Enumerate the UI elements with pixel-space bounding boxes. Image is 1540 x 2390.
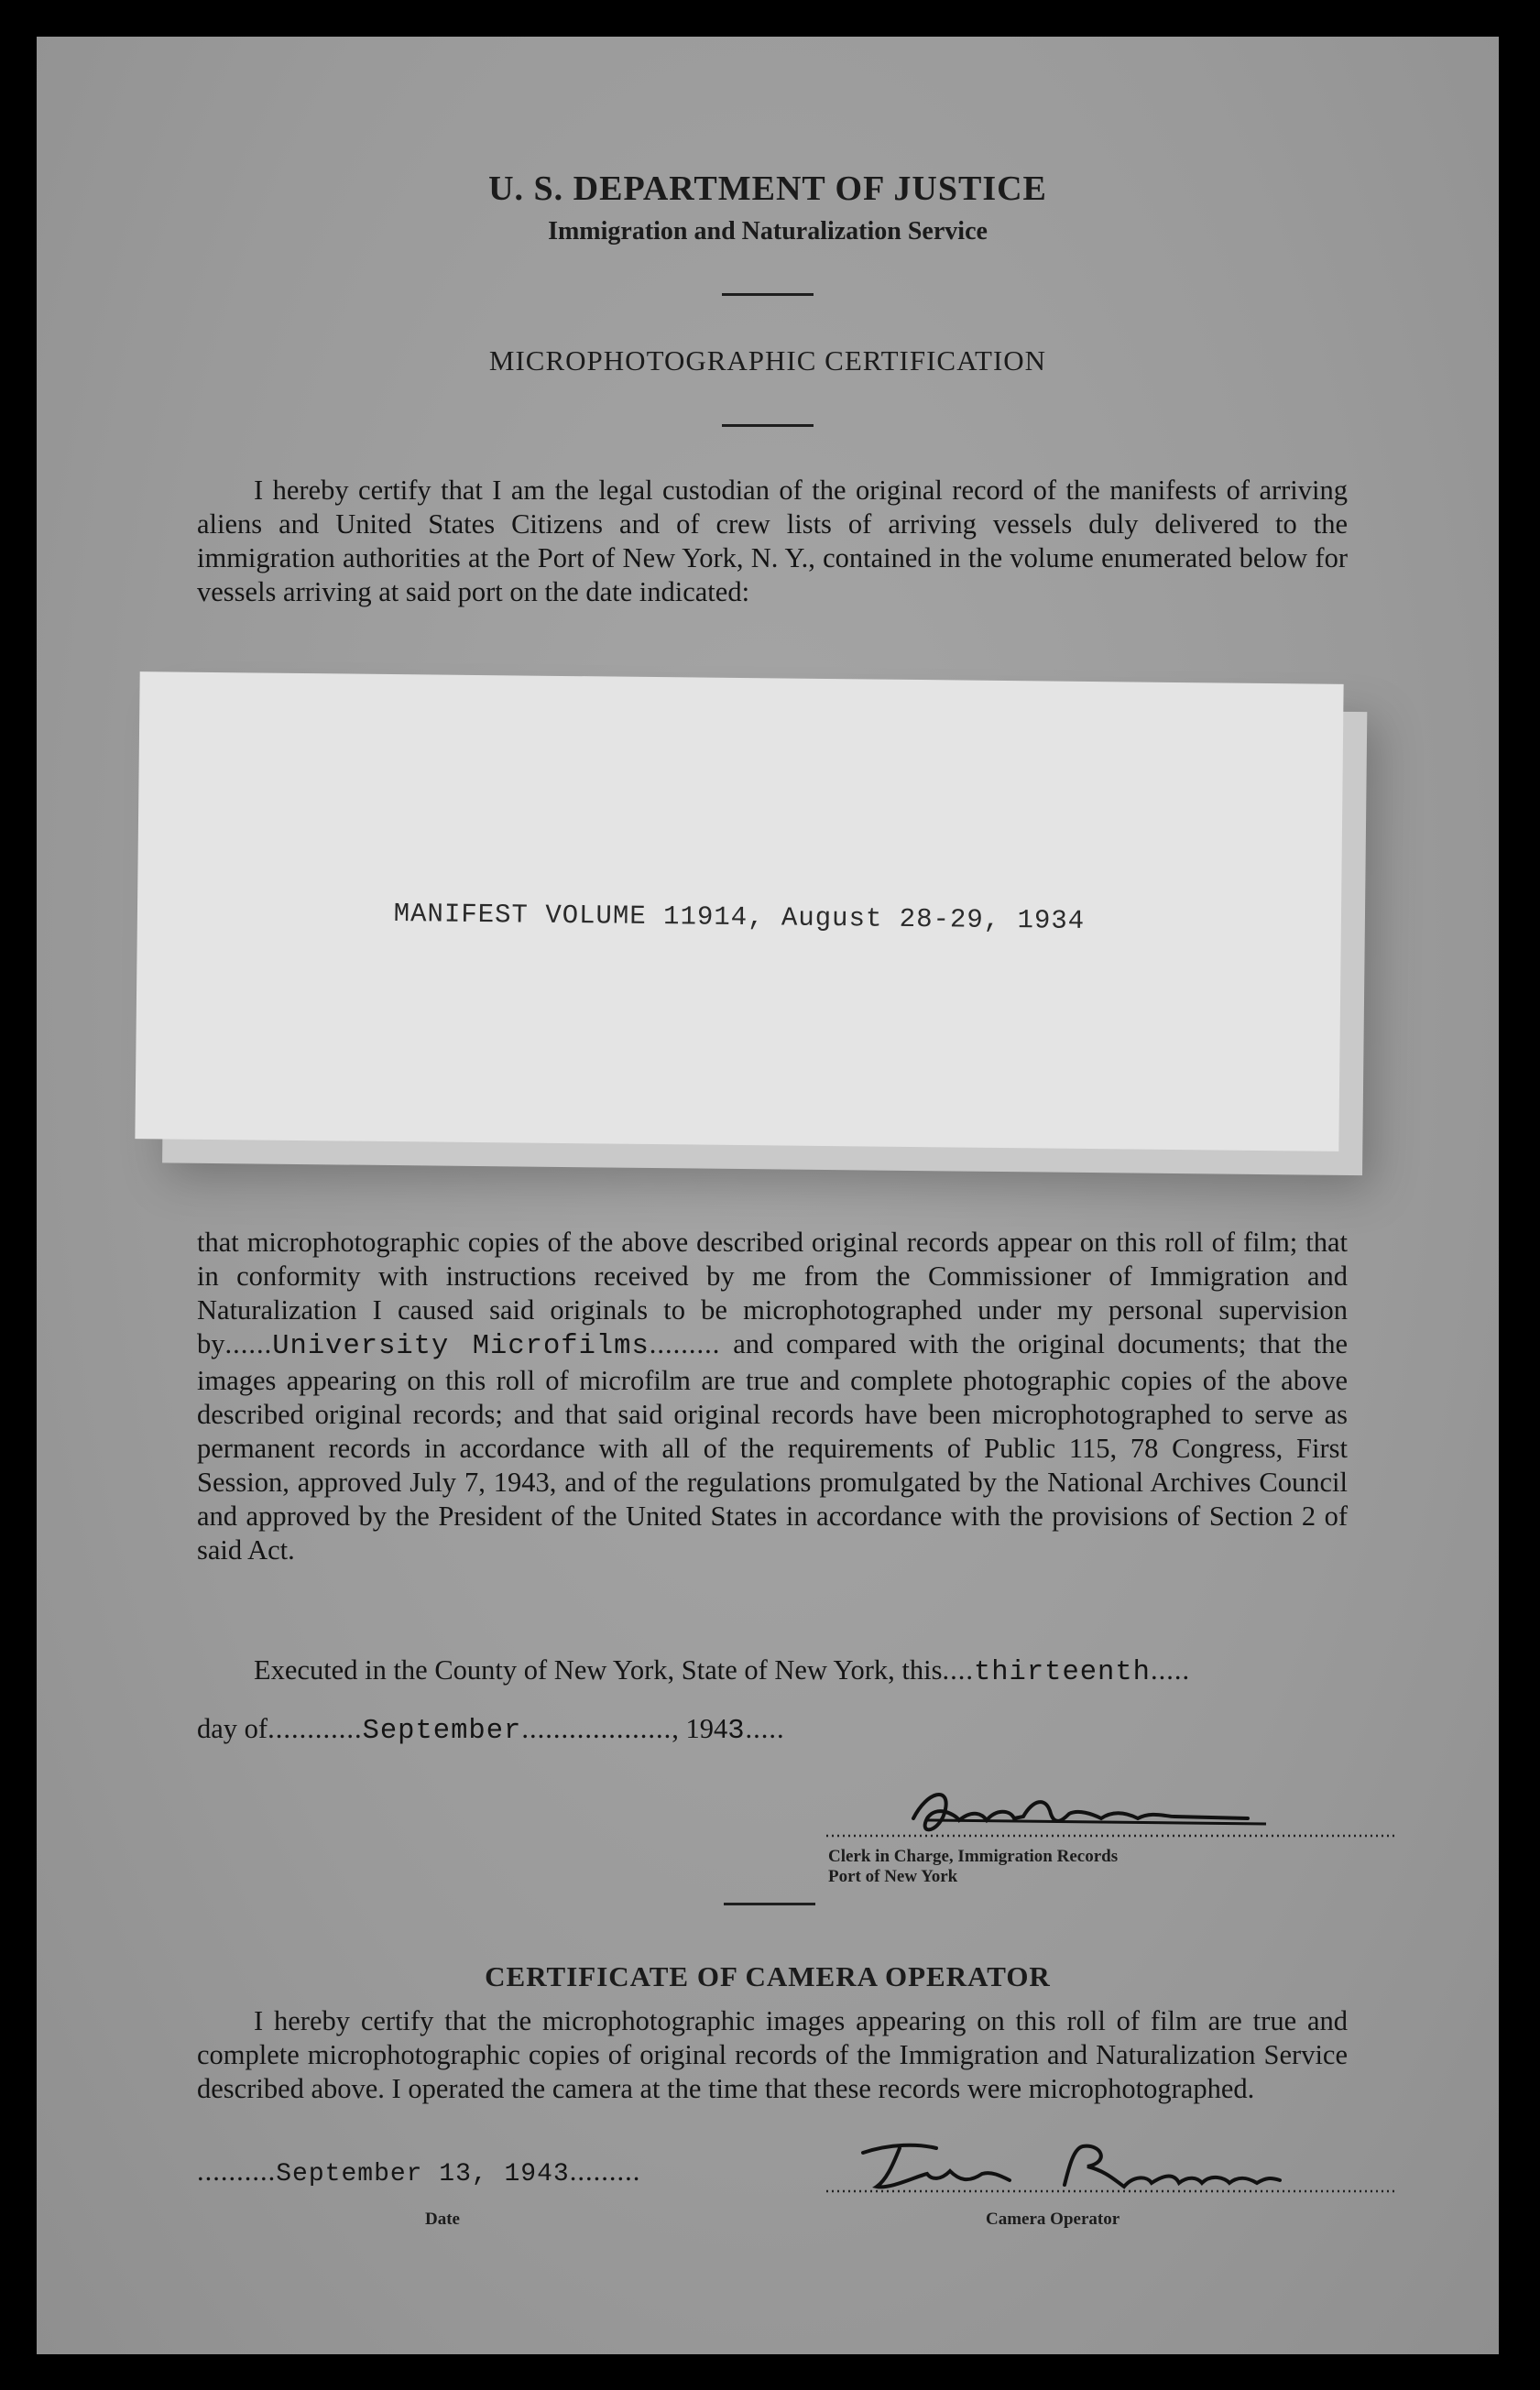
intro-text: I hereby certify that I am the legal custodian of the original record of the manifests of arriving aliens and United States Citizens and of crew lists of arriving vessels duly delivered to the immigration authorities at the Port of New York, N. Y., contained in the volume enumerated below for vessels arriving at said port on the date indicated: <box>197 475 1348 607</box>
divider-rule <box>724 1903 815 1905</box>
manifest-volume-label: MANIFEST VOLUME 11914, August 28-29, 1934 <box>393 899 1086 936</box>
camera-certificate-text: I hereby certify that the microphotographic images appearing on this roll of film are true and complete microphotographic copies of original records of the Immigration and Naturalization Service described above. I operated the camera at the time that these records were microphotographed. <box>197 2005 1348 2104</box>
day-of-label: day of <box>197 1713 268 1744</box>
divider-rule <box>722 293 814 296</box>
clerk-title-line2: Port of New York <box>828 1867 958 1886</box>
photographer-name: University Microfilms <box>272 1331 650 1362</box>
divider-rule <box>722 424 814 427</box>
camera-operator-label: Camera Operator <box>986 2210 1120 2229</box>
camera-certificate-paragraph <box>197 2004 1348 2106</box>
camera-date-line: ..........September 13, 1943......... <box>197 2155 641 2188</box>
certification-text-part2: and compared with the original documents; that the images appearing on this roll of microfilm are true and complete photographic copies of the above described original records; and that said original records have been microphotographed to serve as permanent records in accordance with all of the requirements of Public 115, 78 Congress, First Session, approved July 7, 1943, and of the regulations promulgated by the National Archives Council and approved by the President of the United States in accordance with the provisions of Section 2 of said Act. <box>197 1328 1348 1566</box>
year-digit: 3 <box>727 1716 746 1747</box>
department-heading: U. S. DEPARTMENT OF JUSTICE <box>488 169 1047 208</box>
clerk-title-line1: Clerk in Charge, Immigration Records <box>828 1847 1119 1866</box>
certification-paragraph: that microphotographic copies of the above described original records appear on this roll of film; that in conformity with instructions received by me from the Commissioner of Immigration and Naturalization I caused said originals to be microphotographed under my personal supervision by......University Microfilms......... and compared with the original documents; that the images appearing on this roll of microfilm are true and complete photographic copies of the above described original records; and that said original records have been microphotographed to serve as permanent records in accordance with all of the requirements of Public 115, 78 Congress, First Session, approved July 7, 1943, and of the regulations promulgated by the National Archives Council and approved by the President of the United States in accordance with the provisions of Section 2 of said Act. <box>197 1227 1348 1566</box>
camera-operator-signature <box>790 2130 1394 2203</box>
intro-paragraph <box>197 474 1348 609</box>
certificate-sheet <box>37 37 1499 2354</box>
execution-prefix: Executed in the County of New York, State of New York, this <box>254 1654 943 1686</box>
camera-date-value: September 13, 1943 <box>276 2160 570 2188</box>
year-prefix: , 194 <box>672 1713 728 1744</box>
camera-date-label: Date <box>425 2210 460 2229</box>
day-of-line: day of............September..................., 1943..... <box>197 1713 785 1747</box>
execution-day: thirteenth <box>973 1657 1151 1688</box>
camera-certificate-title: CERTIFICATE OF CAMERA OPERATOR <box>485 1960 1051 1992</box>
manifest-volume-label-card <box>135 671 1343 1151</box>
execution-month: September <box>362 1716 522 1747</box>
service-subheading: Immigration and Naturalization Service <box>548 217 988 246</box>
certification-title: MICROPHOTOGRAPHIC CERTIFICATION <box>488 344 1047 377</box>
execution-line: Executed in the County of New York, State of New York, this....thirteenth..... <box>254 1654 1191 1688</box>
certification-text-part1: that microphotographic copies of the above described original records appear on this roll of film; that in conformity with instructions received by me from the Commissioner of Immigration and Naturalization I caused said originals to be microphotographed under my personal supervision by <box>197 1227 1348 1359</box>
